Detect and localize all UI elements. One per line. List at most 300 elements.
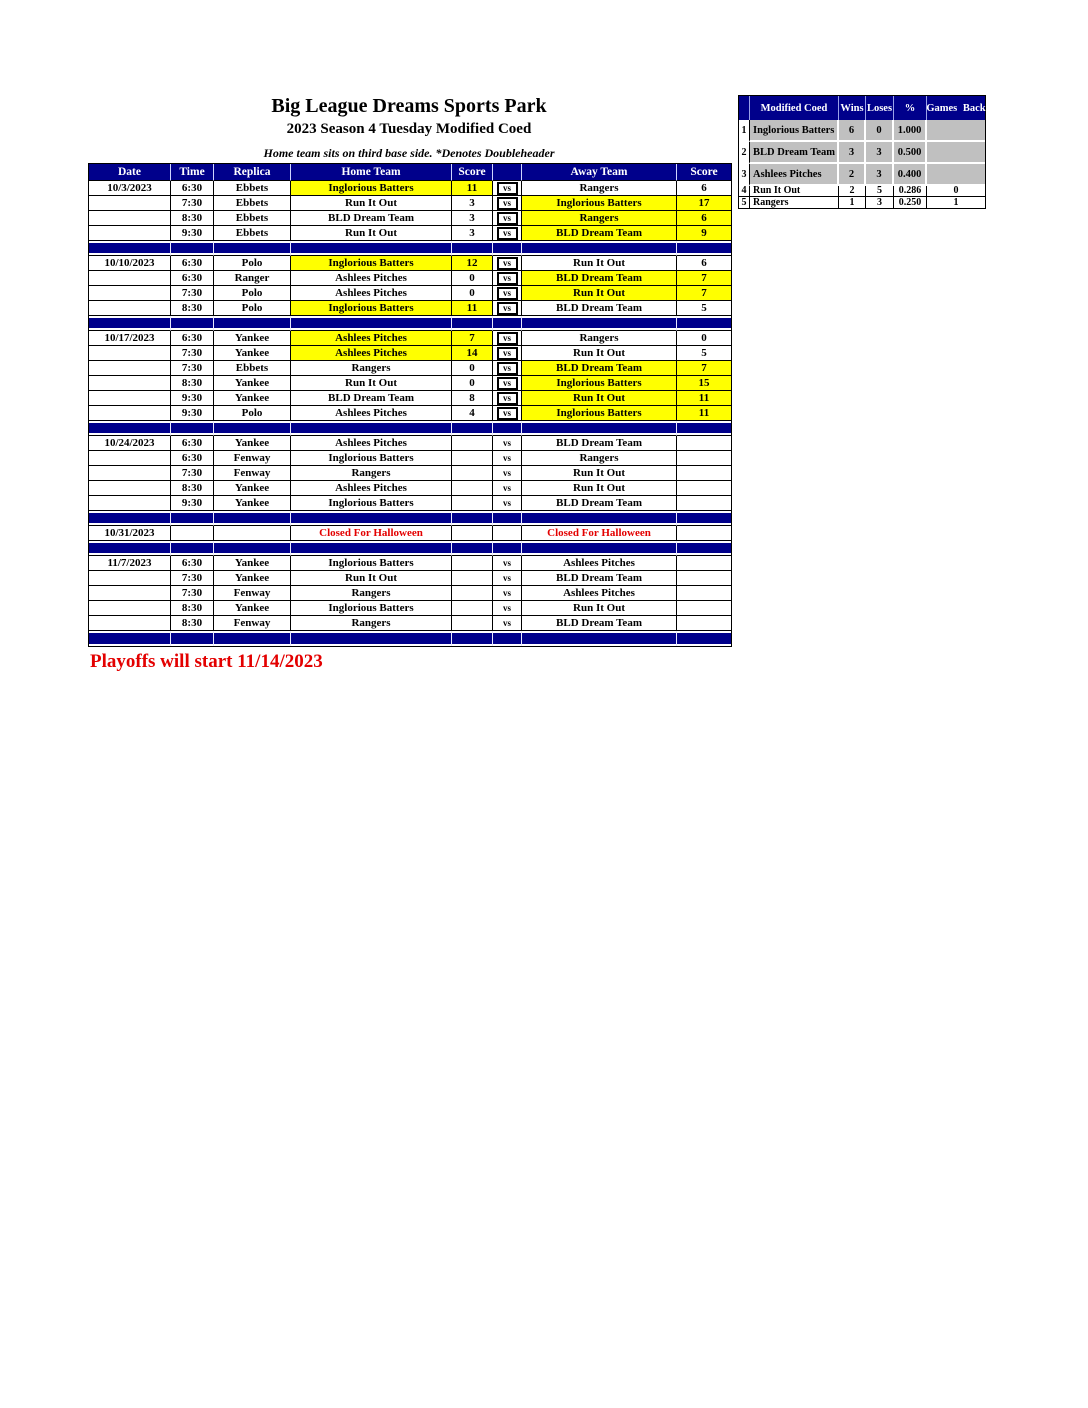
vs-label: vs: [497, 197, 518, 210]
away-score-cell: 5: [677, 346, 731, 361]
schedule-game-row: [89, 571, 731, 586]
schedule-game-row: [89, 196, 731, 211]
vs-label: vs: [497, 347, 518, 360]
schedule-game-row: [89, 211, 731, 226]
home-team-cell: Ashlees Pitches: [291, 481, 452, 496]
date-cell: [89, 196, 171, 211]
standings-loses-header: Loses: [866, 96, 894, 120]
schedule-separator-row: [89, 511, 731, 526]
away-team-cell: BLD Dream Team: [522, 616, 677, 631]
schedule-game-row: [89, 181, 731, 196]
separator-cell: [291, 541, 452, 556]
vs-cell: [493, 496, 522, 511]
standings-row: [739, 197, 985, 208]
schedule-game-row: [89, 586, 731, 601]
replica-cell: Yankee: [214, 601, 291, 616]
replica-cell: Polo: [214, 256, 291, 271]
vs-cell: [493, 286, 522, 301]
vs-cell: [493, 586, 522, 601]
schedule-game-row: [89, 376, 731, 391]
away-team-cell: Run It Out: [522, 391, 677, 406]
away-score-cell: 11: [677, 406, 731, 421]
time-cell: 7:30: [171, 586, 214, 601]
home-team-cell: Ashlees Pitches: [291, 331, 452, 346]
away-team-cell: Run It Out: [522, 256, 677, 271]
vs-cell: [493, 481, 522, 496]
separator-cell: [171, 316, 214, 331]
away-score-cell: 11: [677, 391, 731, 406]
away-team-cell: Run It Out: [522, 601, 677, 616]
vs-cell: [493, 256, 522, 271]
replica-cell: Polo: [214, 406, 291, 421]
vs-label: vs: [497, 287, 518, 300]
date-cell: 11/7/2023: [89, 556, 171, 571]
time-cell: 7:30: [171, 466, 214, 481]
pct-cell: 0.286: [894, 186, 927, 197]
away-score-cell: [677, 436, 731, 451]
standings-row: [739, 164, 985, 186]
replica-cell: Fenway: [214, 616, 291, 631]
schedule-header-away-team-cell: Away Team: [522, 164, 677, 181]
away-score-cell: [677, 556, 731, 571]
vs-cell: [493, 211, 522, 226]
home-team-cell: Ashlees Pitches: [291, 406, 452, 421]
schedule-header-home-team-cell: Home Team: [291, 164, 452, 181]
schedule-game-row: [89, 436, 731, 451]
separator-cell: [452, 541, 493, 556]
standings-header-row: [739, 96, 985, 120]
schedule-game-row: [89, 466, 731, 481]
schedule-game-row: [89, 406, 731, 421]
schedule-game-row: [89, 616, 731, 631]
schedule-game-row: [89, 601, 731, 616]
away-score-cell: [677, 496, 731, 511]
home-score-cell: [452, 616, 493, 631]
replica-cell: Yankee: [214, 436, 291, 451]
time-cell: 7:30: [171, 361, 214, 376]
separator-cell: [493, 241, 522, 256]
vs-cell: [493, 601, 522, 616]
away-team-cell: Run It Out: [522, 286, 677, 301]
separator-cell: [171, 631, 214, 646]
home-team-cell: BLD Dream Team: [291, 211, 452, 226]
away-score-cell: 7: [677, 286, 731, 301]
home-team-cell: Ashlees Pitches: [291, 271, 452, 286]
replica-cell: Ranger: [214, 271, 291, 286]
vs-label: vs: [497, 302, 518, 315]
vs-cell: [493, 331, 522, 346]
vs-label: vs: [497, 392, 518, 405]
date-cell: [89, 376, 171, 391]
rank-cell: 5: [739, 197, 750, 208]
time-cell: 6:30: [171, 181, 214, 196]
playoffs-note: Playoffs will start 11/14/2023: [90, 651, 323, 672]
separator-cell: [89, 511, 171, 526]
time-cell: 9:30: [171, 406, 214, 421]
home-team-cell: Inglorious Batters: [291, 256, 452, 271]
date-cell: 10/3/2023: [89, 181, 171, 196]
loses-cell: 3: [866, 164, 894, 186]
away-score-cell: [677, 481, 731, 496]
schedule-separator-row: [89, 541, 731, 556]
away-score-cell: [677, 616, 731, 631]
date-cell: 10/24/2023: [89, 436, 171, 451]
replica-cell: Ebbets: [214, 196, 291, 211]
vs-label: vs: [497, 272, 518, 285]
schedule-game-row: [89, 286, 731, 301]
standings-pct-header: %: [894, 96, 927, 120]
vs-label: vs: [502, 467, 511, 478]
date-cell: [89, 391, 171, 406]
standings-row: [739, 120, 985, 142]
wins-cell: 2: [839, 186, 866, 197]
separator-cell: [171, 241, 214, 256]
separator-cell: [291, 241, 452, 256]
date-cell: [89, 286, 171, 301]
separator-cell: [493, 421, 522, 436]
separator-cell: [89, 631, 171, 646]
separator-cell: [291, 511, 452, 526]
vs-label: vs: [502, 557, 511, 568]
vs-cell: [493, 526, 522, 541]
vs-cell: [493, 346, 522, 361]
away-team-cell: Inglorious Batters: [522, 406, 677, 421]
vs-cell: [493, 196, 522, 211]
separator-cell: [89, 421, 171, 436]
replica-cell: Yankee: [214, 391, 291, 406]
separator-cell: [291, 421, 452, 436]
home-team-cell: Rangers: [291, 361, 452, 376]
away-team-cell: Inglorious Batters: [522, 376, 677, 391]
team-cell: Inglorious Batters: [750, 120, 839, 142]
home-team-cell: Rangers: [291, 586, 452, 601]
away-team-cell: Rangers: [522, 211, 677, 226]
home-score-cell: 3: [452, 196, 493, 211]
home-score-cell: 3: [452, 226, 493, 241]
separator-cell: [214, 241, 291, 256]
home-team-cell: Ashlees Pitches: [291, 346, 452, 361]
closed-away-cell: Closed For Halloween: [522, 526, 677, 541]
schedule-game-row: [89, 556, 731, 571]
page-title: Big League Dreams Sports Park: [271, 95, 547, 117]
away-team-cell: BLD Dream Team: [522, 301, 677, 316]
away-team-cell: Ashlees Pitches: [522, 586, 677, 601]
away-score-cell: 6: [677, 256, 731, 271]
separator-cell: [452, 421, 493, 436]
home-score-cell: 4: [452, 406, 493, 421]
home-score-cell: 0: [452, 271, 493, 286]
time-cell: 6:30: [171, 451, 214, 466]
separator-cell: [214, 511, 291, 526]
schedule-separator-row: [89, 631, 731, 646]
home-score-cell: [452, 601, 493, 616]
separator-cell: [291, 316, 452, 331]
home-team-cell: Run It Out: [291, 376, 452, 391]
schedule-separator-row: [89, 316, 731, 331]
home-score-cell: [452, 526, 493, 541]
date-cell: [89, 226, 171, 241]
away-score-cell: [677, 451, 731, 466]
vs-label: vs: [502, 452, 511, 463]
games-back-cell: 0: [927, 186, 985, 197]
wins-cell: 1: [839, 197, 866, 208]
vs-cell: [493, 406, 522, 421]
away-score-cell: 9: [677, 226, 731, 241]
separator-cell: [452, 631, 493, 646]
replica-cell: Ebbets: [214, 361, 291, 376]
time-cell: 7:30: [171, 286, 214, 301]
vs-cell: [493, 451, 522, 466]
schedule-game-row: [89, 361, 731, 376]
vs-cell: [493, 616, 522, 631]
schedule-game-row: [89, 301, 731, 316]
date-cell: [89, 496, 171, 511]
separator-cell: [89, 316, 171, 331]
separator-cell: [522, 421, 677, 436]
away-score-cell: 15: [677, 376, 731, 391]
time-cell: 7:30: [171, 196, 214, 211]
home-score-cell: [452, 481, 493, 496]
schedule-header-vs-cell: [493, 164, 522, 181]
loses-cell: 3: [866, 142, 894, 164]
separator-cell: [214, 316, 291, 331]
schedule-header-replica-cell: Replica: [214, 164, 291, 181]
schedule-game-row: [89, 226, 731, 241]
team-cell: BLD Dream Team: [750, 142, 839, 164]
home-team-cell: BLD Dream Team: [291, 391, 452, 406]
time-cell: 6:30: [171, 436, 214, 451]
time-cell: 6:30: [171, 256, 214, 271]
standings-rank-header: [739, 96, 750, 120]
date-cell: 10/10/2023: [89, 256, 171, 271]
separator-cell: [89, 241, 171, 256]
time-cell: 8:30: [171, 376, 214, 391]
date-cell: [89, 301, 171, 316]
date-cell: [89, 616, 171, 631]
date-cell: [89, 361, 171, 376]
standings-row: [739, 186, 985, 197]
home-team-cell: Run It Out: [291, 571, 452, 586]
home-score-cell: [452, 466, 493, 481]
away-team-cell: BLD Dream Team: [522, 361, 677, 376]
vs-label: vs: [502, 497, 511, 508]
separator-cell: [522, 631, 677, 646]
time-cell: 7:30: [171, 346, 214, 361]
away-team-cell: Run It Out: [522, 346, 677, 361]
vs-cell: [493, 466, 522, 481]
vs-label: vs: [497, 212, 518, 225]
home-score-cell: 11: [452, 181, 493, 196]
away-score-cell: [677, 571, 731, 586]
vs-label: vs: [502, 437, 511, 448]
away-score-cell: 5: [677, 301, 731, 316]
away-team-cell: Inglorious Batters: [522, 196, 677, 211]
rank-cell: 1: [739, 120, 750, 142]
vs-label: vs: [502, 587, 511, 598]
separator-cell: [452, 316, 493, 331]
separator-cell: [677, 511, 731, 526]
away-team-cell: Rangers: [522, 181, 677, 196]
home-score-cell: 12: [452, 256, 493, 271]
separator-cell: [493, 316, 522, 331]
away-team-cell: BLD Dream Team: [522, 496, 677, 511]
home-team-cell: Ashlees Pitches: [291, 286, 452, 301]
separator-cell: [522, 241, 677, 256]
schedule-closed-row: [89, 526, 731, 541]
home-score-cell: [452, 556, 493, 571]
home-score-cell: 7: [452, 331, 493, 346]
separator-cell: [291, 631, 452, 646]
schedule-game-row: [89, 271, 731, 286]
separator-cell: [677, 316, 731, 331]
vs-label: vs: [497, 257, 518, 270]
closed-home-cell: Closed For Halloween: [291, 526, 452, 541]
separator-cell: [677, 631, 731, 646]
home-team-note: Home team sits on third base side. *Denotes Doubleheader: [263, 146, 555, 160]
wins-cell: 6: [839, 120, 866, 142]
separator-cell: [171, 421, 214, 436]
time-cell: 6:30: [171, 556, 214, 571]
vs-label: vs: [497, 182, 518, 195]
away-score-cell: 7: [677, 361, 731, 376]
loses-cell: 5: [866, 186, 894, 197]
schedule-game-row: [89, 331, 731, 346]
separator-cell: [677, 421, 731, 436]
home-team-cell: Inglorious Batters: [291, 181, 452, 196]
away-score-cell: 7: [677, 271, 731, 286]
schedule-header-date-cell: Date: [89, 164, 171, 181]
separator-cell: [522, 541, 677, 556]
home-team-cell: Inglorious Batters: [291, 601, 452, 616]
time-cell: [171, 526, 214, 541]
games-back-cell: [927, 164, 985, 186]
date-cell: [89, 586, 171, 601]
date-cell: [89, 571, 171, 586]
away-team-cell: BLD Dream Team: [522, 226, 677, 241]
date-cell: [89, 346, 171, 361]
vs-cell: [493, 226, 522, 241]
wins-cell: 3: [839, 142, 866, 164]
separator-cell: [214, 631, 291, 646]
pct-cell: 1.000: [894, 120, 927, 142]
vs-label: vs: [502, 482, 511, 493]
replica-cell: Ebbets: [214, 226, 291, 241]
vs-label: vs: [497, 377, 518, 390]
replica-cell: Yankee: [214, 571, 291, 586]
home-team-cell: Inglorious Batters: [291, 301, 452, 316]
home-score-cell: [452, 586, 493, 601]
date-cell: [89, 271, 171, 286]
schedule-game-row: [89, 481, 731, 496]
time-cell: 6:30: [171, 271, 214, 286]
page-subtitle: 2023 Season 4 Tuesday Modified Coed: [286, 121, 532, 137]
away-score-cell: 17: [677, 196, 731, 211]
time-cell: 9:30: [171, 391, 214, 406]
time-cell: 8:30: [171, 481, 214, 496]
separator-cell: [214, 541, 291, 556]
date-cell: [89, 406, 171, 421]
separator-cell: [171, 541, 214, 556]
vs-cell: [493, 376, 522, 391]
vs-label: vs: [497, 407, 518, 420]
pct-cell: 0.250: [894, 197, 927, 208]
team-cell: Run It Out: [750, 186, 839, 197]
home-team-cell: Run It Out: [291, 196, 452, 211]
away-score-cell: [677, 586, 731, 601]
home-score-cell: [452, 451, 493, 466]
vs-label: vs: [502, 617, 511, 628]
loses-cell: 3: [866, 197, 894, 208]
home-score-cell: 0: [452, 361, 493, 376]
away-team-cell: BLD Dream Team: [522, 436, 677, 451]
vs-cell: [493, 361, 522, 376]
away-score-cell: [677, 466, 731, 481]
replica-cell: [214, 526, 291, 541]
home-score-cell: 11: [452, 301, 493, 316]
replica-cell: Ebbets: [214, 211, 291, 226]
games-back-cell: [927, 120, 985, 142]
away-team-cell: Rangers: [522, 451, 677, 466]
replica-cell: Yankee: [214, 346, 291, 361]
away-team-cell: Ashlees Pitches: [522, 556, 677, 571]
home-score-cell: 0: [452, 376, 493, 391]
away-score-cell: [677, 601, 731, 616]
separator-cell: [171, 511, 214, 526]
separator-cell: [452, 511, 493, 526]
vs-cell: [493, 571, 522, 586]
schedule-table: [88, 163, 732, 647]
team-cell: Rangers: [750, 197, 839, 208]
rank-cell: 3: [739, 164, 750, 186]
time-cell: 9:30: [171, 226, 214, 241]
home-score-cell: 14: [452, 346, 493, 361]
time-cell: 6:30: [171, 331, 214, 346]
replica-cell: Fenway: [214, 586, 291, 601]
time-cell: 8:30: [171, 616, 214, 631]
home-score-cell: 8: [452, 391, 493, 406]
replica-cell: Fenway: [214, 451, 291, 466]
time-cell: 9:30: [171, 496, 214, 511]
vs-label: vs: [497, 332, 518, 345]
home-team-cell: Inglorious Batters: [291, 556, 452, 571]
vs-label: vs: [502, 572, 511, 583]
separator-cell: [493, 511, 522, 526]
home-team-cell: Rangers: [291, 466, 452, 481]
away-team-cell: Rangers: [522, 331, 677, 346]
away-score-cell: [677, 526, 731, 541]
time-cell: 8:30: [171, 301, 214, 316]
away-team-cell: Run It Out: [522, 481, 677, 496]
home-team-cell: Rangers: [291, 616, 452, 631]
schedule-game-row: [89, 346, 731, 361]
away-score-cell: 6: [677, 181, 731, 196]
home-team-cell: Ashlees Pitches: [291, 436, 452, 451]
loses-cell: 0: [866, 120, 894, 142]
date-cell: [89, 451, 171, 466]
away-score-cell: 6: [677, 211, 731, 226]
away-score-cell: 0: [677, 331, 731, 346]
schedule-header-away-score-cell: Score: [677, 164, 731, 181]
separator-cell: [677, 241, 731, 256]
home-team-cell: Inglorious Batters: [291, 451, 452, 466]
home-score-cell: 3: [452, 211, 493, 226]
games-back-cell: 1: [927, 197, 985, 208]
home-score-cell: 0: [452, 286, 493, 301]
time-cell: 8:30: [171, 211, 214, 226]
vs-label: vs: [502, 602, 511, 613]
separator-cell: [89, 541, 171, 556]
pct-cell: 0.500: [894, 142, 927, 164]
